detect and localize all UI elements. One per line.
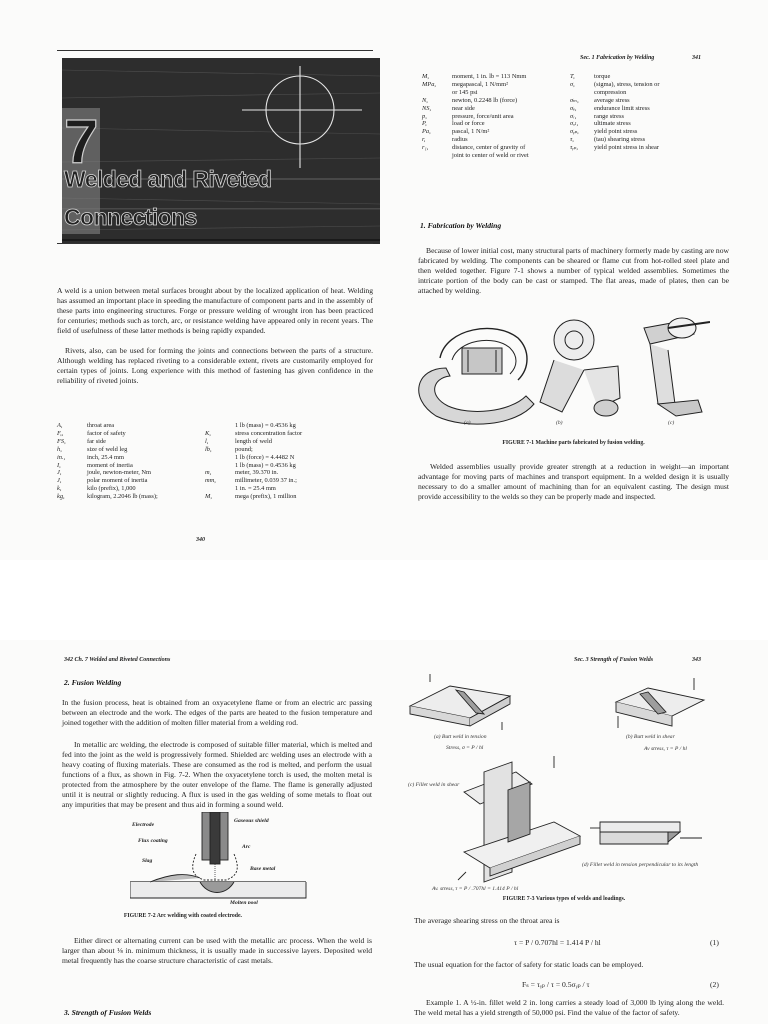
symbol-definition: yield point stress: [594, 128, 638, 136]
symbol: J,: [57, 469, 62, 477]
figure-label-b: (b): [556, 420, 563, 426]
fig-a-equation: Stress, σ = P / hl: [446, 745, 484, 751]
symbol-definition: range stress: [594, 112, 624, 120]
symbol-row: [205, 446, 375, 454]
symbol-definition: pressure, force/unit area: [452, 112, 514, 120]
chapter-title-line1: Welded and Riveted: [64, 166, 272, 192]
symbol-definition: 1 in. = 25.4 mm: [235, 485, 276, 493]
fig-c-label: (c) Fillet weld in shear: [408, 782, 460, 788]
symbol: lb,: [205, 445, 212, 453]
symbol-row: [570, 97, 720, 105]
label-molten-pool: Molten pool: [230, 900, 258, 904]
symbol-row: [422, 97, 572, 105]
symbol: Pa,: [422, 128, 431, 136]
label-slag: Slag: [142, 858, 153, 864]
page-342: [0, 640, 388, 1024]
symbol-definition: length of weld: [235, 437, 272, 445]
symbol-row: [205, 462, 375, 470]
symbol-list-right: [205, 422, 375, 501]
paragraph-factor-of-safety: The usual equation for the factor of safety for static loads can be employed.: [414, 960, 644, 969]
symbol-row: [422, 152, 572, 160]
symbol-definition: load or force: [452, 120, 485, 128]
symbol-definition: joint to center of weld or rivet: [452, 152, 529, 160]
symbol-row: [205, 469, 375, 477]
symbol: MPa,: [422, 80, 437, 88]
symbol: r,: [422, 136, 426, 144]
symbol-definition: (sigma), stress, tension or: [594, 80, 660, 88]
symbol: τᵧₚ,: [570, 144, 578, 152]
symbol: FS,: [57, 437, 66, 445]
section-paragraph-2: In metallic arc welding, the electrode is composed of suitable filler material, which is melted and fed into the joint as the weld is progressively formed. Shielded arc welding uses an electrode with a heavy coating of fluxing materials. These are consumed as the rod is melted, and perform the usual functions of a flux, as shown in Fig. 7-2. When the oxyacetylene torch is used, the molten metal is protected from the atmosphere by the outer envelope of the flame. The flame is generally adjusted until it is neutral or slightly reducing. A flux is used in the gas welding of some metals to float out any impurities that may be present and thus aid in forming a sound weld.: [62, 740, 372, 809]
symbol-row: [205, 493, 375, 501]
symbol-row: [422, 105, 572, 113]
symbol-definition: polar moment of inertia: [87, 477, 148, 485]
symbol-row: [570, 120, 720, 128]
page-343: [388, 640, 768, 1024]
symbol: [422, 89, 452, 97]
symbol-row: [422, 73, 572, 81]
running-head: Sec. 1 Fabrication by Welding: [580, 55, 655, 61]
symbol-definition: factor of safety: [87, 429, 126, 437]
symbol: [422, 152, 452, 160]
section-heading: 1. Fabrication by Welding: [420, 221, 502, 230]
symbol: [205, 462, 235, 470]
symbol: σ,: [570, 80, 575, 88]
section-paragraph-2: Welded assemblies usually provide greater strength at a reduction in weight—an important advantage for moving parts of machines and transport equipment. In a welded design it is usually necessary to do a smaller amount of machining than for an equivalent casting. The design must provide accessibility to the welds so they can be properly made and inspected.: [418, 462, 729, 501]
symbol-definition: kilogram, 2.2046 lb (mass);: [87, 493, 158, 501]
symbol-definition: far side: [87, 437, 106, 445]
section-heading: 2. Fusion Welding: [64, 678, 122, 687]
symbol-row: [422, 89, 572, 97]
fig-b-equation: Av stress, τ = P / hl: [644, 746, 687, 752]
symbol-definition: meter, 39.370 in.: [235, 469, 279, 477]
label-arc: Arc: [242, 844, 251, 850]
symbol-definition: pascal, 1 N/m²: [452, 128, 490, 136]
symbol: M,: [422, 73, 429, 80]
symbol: T,: [570, 73, 575, 80]
symbol: K,: [205, 429, 211, 437]
symbol-row: [57, 430, 207, 438]
symbol: [570, 89, 594, 97]
symbol: σᵧₚ,: [570, 128, 579, 136]
chapter-bottom-rule: [57, 243, 373, 244]
symbol-definition: average stress: [594, 96, 630, 104]
symbol-definition: millimeter, 0.039 37 in.;: [235, 477, 297, 485]
page-341: [388, 0, 768, 560]
symbol: τ,: [570, 136, 574, 144]
figure-caption: FIGURE 7-2 Arc welding with coated electrode.: [123, 913, 242, 919]
symbol-row: [422, 144, 572, 152]
symbol-row: [570, 136, 720, 144]
symbol-row: [57, 469, 207, 477]
symbol: [205, 422, 235, 430]
symbol-definition: ultimate stress: [594, 120, 631, 128]
symbol-row: [57, 493, 207, 501]
symbol-row: [422, 128, 572, 136]
symbol-row: [205, 430, 375, 438]
symbol-definition: compression: [594, 88, 627, 96]
symbol-row: [205, 422, 375, 430]
symbol: NS,: [422, 104, 432, 112]
symbol: l,: [205, 437, 209, 445]
symbol-row: [57, 485, 207, 493]
example-1: Example 1. A ½-in. fillet weld 2 in. long carries a steady load of 3,000 lb lying along the weld. The weld metal has a yield strength of 50,000 psi. Find the value of the factor of safety.: [414, 998, 724, 1017]
symbol: p,: [422, 112, 427, 120]
symbol-list-left: [422, 73, 572, 160]
fig-d-label: (d) Fillet weld in tension perpendicular to its length: [582, 862, 699, 868]
symbol-definition: radius: [452, 136, 468, 144]
symbol-row: [570, 89, 720, 97]
symbol: σₑ,: [570, 104, 577, 112]
equation-1: τ = P / 0.707hl = 1.414 P / hl: [514, 938, 601, 947]
fig-c-equation: Av. stress, τ = P / .707hl = 1.414 P / hl: [432, 886, 519, 892]
page-340: [0, 0, 388, 560]
symbol-row: [422, 113, 572, 121]
symbol: M,: [205, 493, 212, 501]
figure-7-2-arc-welding: [130, 812, 310, 904]
symbol: I,: [57, 461, 61, 469]
symbol-definition: endurance limit stress: [594, 104, 650, 112]
symbol-definition: throat area: [87, 422, 115, 429]
section-paragraph-1: In the fusion process, heat is obtained from an oxyacetylene flame or from an electric arc passing between an electrode and the work. The edges of the parts are heated to the fusion temperature and joined together with the addition of molten filler material from a welding rod.: [62, 698, 372, 727]
symbol-definition: near side: [452, 104, 475, 112]
symbol-definition: torque: [594, 73, 611, 80]
symbol-definition: joule, newton-meter, Nm: [87, 469, 151, 477]
figure-7-1-machine-parts: [406, 308, 710, 428]
symbol-definition: pound;: [235, 445, 253, 453]
symbol-definition: (tau) shearing stress: [594, 136, 646, 144]
running-head: 342 Ch. 7 Welded and Riveted Connections: [64, 657, 171, 663]
symbol: J,: [57, 477, 62, 485]
symbol: m,: [205, 469, 212, 477]
section-paragraph-3: Either direct or alternating current can be used with the metallic arc process. When the weld is larger than about ⅛ in. minimum thickness, it is usually made in successive layers. Deposited weld metal frequently has the coarse structure characteristic of cast metals.: [62, 936, 372, 965]
symbol-definition: yield point stress in shear: [594, 144, 659, 152]
equation-2-number: (2): [710, 980, 719, 989]
symbol: kg,: [57, 493, 65, 501]
symbol-definition: distance, center of gravity of: [452, 144, 526, 152]
symbol-list-left: [57, 422, 207, 501]
symbol: A,: [57, 422, 63, 429]
symbol: P,: [422, 120, 427, 128]
figure-label-a: (a): [464, 420, 471, 426]
chapter-number: 7: [64, 108, 99, 177]
label-electrode: Electrode: [132, 822, 155, 828]
symbol: h,: [57, 445, 62, 453]
symbol-row: [570, 113, 720, 121]
symbol: [205, 454, 235, 462]
symbol-definition: size of weld leg: [87, 445, 128, 453]
symbol: [205, 485, 235, 493]
symbol-row: [422, 120, 572, 128]
symbol-row: [57, 438, 207, 446]
symbol: in.,: [57, 453, 66, 461]
fig-b-label: (b) Butt weld in shear: [626, 734, 675, 740]
chapter-title-line2: Connections: [64, 204, 197, 230]
symbol: σᵣ,: [570, 112, 577, 120]
symbol-list-right: [570, 73, 720, 152]
spread-gap: [0, 560, 768, 640]
symbol-definition: moment of inertia: [87, 461, 133, 469]
symbol-definition: inch, 25.4 mm: [87, 453, 124, 461]
page-number: 341: [692, 55, 701, 61]
symbol-row: [57, 446, 207, 454]
symbol-row: [57, 454, 207, 462]
label-gaseous-shield: Gaseous shield: [234, 818, 269, 824]
symbol-definition: kilo (prefix), 1,000: [87, 485, 136, 493]
symbol-definition: stress concentration factor: [235, 429, 303, 437]
symbol-definition: 1 lb (mass) = 0.4536 kg: [235, 422, 296, 429]
equation-2: Fₛ = τᵧₚ / τ = 0.5σᵧₚ / τ: [522, 980, 590, 989]
fig-a-label: (a) Butt weld in tension: [434, 734, 487, 740]
equation-1-number: (1): [710, 938, 719, 947]
symbol-definition: or 145 psi: [452, 88, 478, 96]
figure-7-3-weld-loadings: [404, 672, 708, 904]
symbol-row: [205, 454, 375, 462]
symbol-definition: megapascal, 1 N/mm²: [452, 80, 509, 88]
symbol-row: [570, 144, 720, 152]
symbol-row: [57, 462, 207, 470]
symbol-row: [205, 477, 375, 485]
next-section-heading: 3. Strength of Fusion Welds: [64, 1008, 152, 1017]
section-paragraph-1: Because of lower initial cost, many structural parts of machinery formerly made by casting are now fabricated by welding. The components can be sheared or flame cut from hot-rolled steel plate and then welded together. Figure 7-1 shows a number of typical welded assemblies. Sometimes the intricate portion of the body can be cast or stamped. The flat areas, made of plates, then can be attached by welding.: [418, 246, 729, 295]
symbol-row: [570, 73, 720, 81]
symbol-row: [570, 128, 720, 136]
label-flux-coating: Flux coating: [138, 838, 168, 844]
paragraph-average-shear: The average shearing stress on the throat area is: [414, 916, 560, 925]
chapter-title-block: [62, 58, 380, 244]
symbol-definition: newton, 0.2248 lb (force): [452, 96, 518, 104]
symbol: F,,: [57, 429, 64, 437]
intro-paragraph-1: A weld is a union between metal surfaces brought about by the localized application of heat. Welding has assumed an important place in speeding the manufacture of component parts and in the assembly of these parts into engineering structures. Forge or pressure welding of wrought iron has been practiced for centuries; methods such as torch, arc, or resistance welding have appeared only in recent years. The field of usefulness of these latter methods is being rapidly expanded.: [57, 286, 373, 335]
symbol-row: [57, 477, 207, 485]
symbol-definition: 1 lb (force) = 4.4482 N: [235, 453, 295, 461]
symbol-row: [422, 136, 572, 144]
symbol: σᵤₗ,: [570, 120, 579, 128]
symbol-row: [422, 81, 572, 89]
figure-caption: FIGURE 7-1 Machine parts fabricated by fusion welding.: [502, 440, 645, 446]
symbol-definition: mega (prefix), 1 million: [235, 493, 297, 501]
symbol: k,: [57, 485, 62, 493]
symbol-row: [205, 438, 375, 446]
page-number: 343: [692, 657, 701, 663]
symbol-row: [57, 422, 207, 430]
intro-paragraph-2: Rivets, also, can be used for forming the joints and connections between the parts of a structure. Although welding has replaced riveting to a considerable extent, rivets are customarily employed for certain types of joints. Long experience with this method of fastening has given confidence in the reliability of riveted joints.: [57, 346, 373, 385]
symbol-row: [570, 81, 720, 89]
symbol: σₘ,: [570, 96, 579, 104]
page-number: 340: [196, 537, 205, 543]
symbol: mm,: [205, 477, 216, 485]
symbol-definition: 1 lb (mass) = 0.4536 kg: [235, 461, 296, 469]
label-base-metal: Base metal: [250, 866, 276, 872]
running-head: Sec. 3 Strength of Fusion Welds: [574, 657, 654, 663]
symbol-row: [205, 485, 375, 493]
chapter-top-rule: [57, 50, 373, 51]
figure-caption: FIGURE 7-3 Various types of welds and loadings.: [502, 896, 626, 902]
figure-label-c: (c): [668, 420, 675, 426]
symbol: N,: [422, 96, 428, 104]
symbol: r₁,: [422, 144, 429, 152]
symbol-row: [570, 105, 720, 113]
symbol-definition: moment, 1 in. lb = 113 Nmm: [452, 73, 527, 80]
